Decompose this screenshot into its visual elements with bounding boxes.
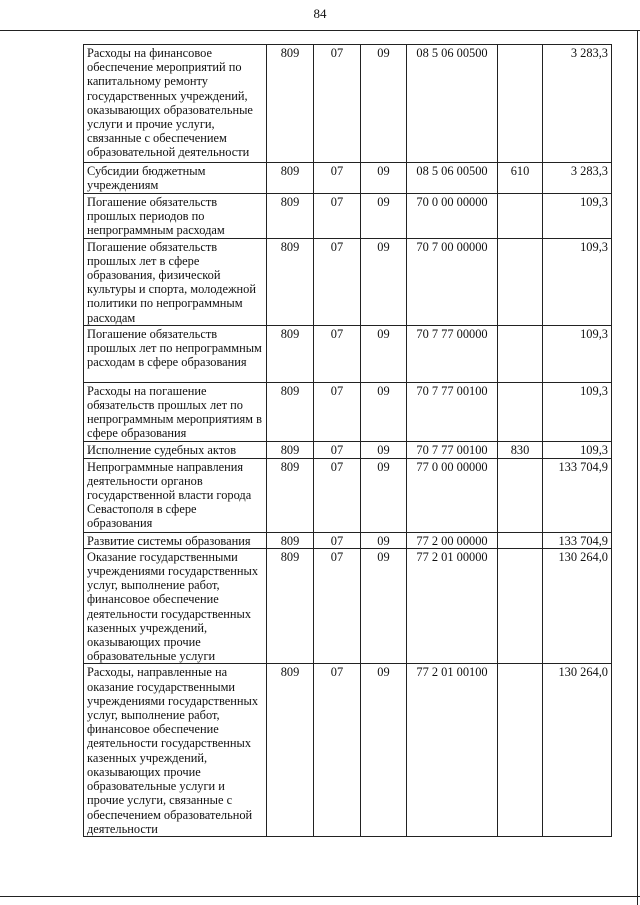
expense-type-cell: 610 (498, 163, 543, 194)
budget-table (83, 44, 612, 837)
expense-type-cell (498, 194, 543, 239)
expense-type-cell (498, 45, 543, 163)
amount-cell: 109,3 (543, 382, 612, 441)
table-row (84, 664, 612, 837)
subsection-cell: 09 (361, 664, 407, 837)
subsection-cell: 09 (361, 441, 407, 458)
target-item-cell: 08 5 06 00500 (407, 45, 498, 163)
target-item-cell: 08 5 06 00500 (407, 163, 498, 194)
section-cell: 07 (314, 163, 361, 194)
target-item-cell: 77 2 01 00100 (407, 664, 498, 837)
target-item-cell: 77 2 01 00000 (407, 548, 498, 664)
table-row (84, 194, 612, 239)
subsection-cell: 09 (361, 548, 407, 664)
target-item-cell: 77 0 00 00000 (407, 458, 498, 532)
expense-type-cell (498, 382, 543, 441)
table-row (84, 458, 612, 532)
top-border-line (0, 30, 640, 31)
subsection-cell: 09 (361, 238, 407, 325)
expense-type-cell (498, 238, 543, 325)
subsection-cell: 09 (361, 45, 407, 163)
subsection-cell: 09 (361, 194, 407, 239)
subsection-cell: 09 (361, 532, 407, 548)
section-cell: 07 (314, 532, 361, 548)
grbs-cell: 809 (267, 238, 314, 325)
target-item-cell: 70 7 77 00000 (407, 325, 498, 382)
grbs-cell: 809 (267, 194, 314, 239)
amount-cell: 133 704,9 (543, 458, 612, 532)
amount-cell: 133 704,9 (543, 532, 612, 548)
subsection-cell: 09 (361, 325, 407, 382)
amount-cell: 109,3 (543, 238, 612, 325)
amount-cell: 3 283,3 (543, 163, 612, 194)
amount-cell: 130 264,0 (543, 548, 612, 664)
right-border-line (637, 30, 638, 905)
amount-cell: 3 283,3 (543, 45, 612, 163)
target-item-cell: 70 0 00 00000 (407, 194, 498, 239)
item-name-cell: Погашение обязательств прошлых периодов по непрограммным расходам (84, 194, 267, 239)
section-cell: 07 (314, 548, 361, 664)
section-cell: 07 (314, 238, 361, 325)
item-name-cell: Оказание государственными учреждениями государственных услуг, выполнение работ, финансовое обеспечение деятельности государственных казенных учреждений, оказывающих прочие образовательные услуги (84, 548, 267, 664)
item-name-cell: Погашение обязательств прошлых лет по непрограммным расходам в сфере образования (84, 325, 267, 382)
grbs-cell: 809 (267, 664, 314, 837)
section-cell: 07 (314, 194, 361, 239)
expense-type-cell (498, 532, 543, 548)
table-row (84, 441, 612, 458)
table-row (84, 532, 612, 548)
expense-type-cell (498, 325, 543, 382)
table-row (84, 325, 612, 382)
target-item-cell: 70 7 00 00000 (407, 238, 498, 325)
subsection-cell: 09 (361, 458, 407, 532)
page-number: 84 (313, 6, 327, 21)
expense-type-cell (498, 458, 543, 532)
grbs-cell: 809 (267, 45, 314, 163)
grbs-cell: 809 (267, 458, 314, 532)
section-cell: 07 (314, 441, 361, 458)
item-name-cell: Развитие системы образования (84, 532, 267, 548)
amount-cell: 109,3 (543, 325, 612, 382)
item-name-cell: Расходы, направленные на оказание государственными учреждениями государственных услуг, выполнение работ, финансовое обеспечение деятельности государственных казенных учреждений, оказывающих прочие образовательные услуги и прочие услуги, связанные с обеспечением образовательной деятельности (84, 664, 267, 837)
grbs-cell: 809 (267, 548, 314, 664)
amount-cell: 109,3 (543, 194, 612, 239)
item-name-cell: Расходы на погашение обязательств прошлых лет по непрограммным мероприятиям в сфере образования (84, 382, 267, 441)
target-item-cell: 77 2 00 00000 (407, 532, 498, 548)
target-item-cell: 70 7 77 00100 (407, 441, 498, 458)
expense-type-cell (498, 664, 543, 837)
table-row (84, 382, 612, 441)
grbs-cell: 809 (267, 163, 314, 194)
item-name-cell: Субсидии бюджетным учреждениям (84, 163, 267, 194)
expense-type-cell (498, 548, 543, 664)
section-cell: 07 (314, 45, 361, 163)
grbs-cell: 809 (267, 382, 314, 441)
target-item-cell: 70 7 77 00100 (407, 382, 498, 441)
table-row (84, 163, 612, 194)
amount-cell: 109,3 (543, 441, 612, 458)
table-row (84, 548, 612, 664)
item-name-cell: Непрограммные направления деятельности органов государственной власти города Севастополя в сфере образования (84, 458, 267, 532)
bottom-border-line (0, 896, 640, 897)
grbs-cell: 809 (267, 441, 314, 458)
section-cell: 07 (314, 382, 361, 441)
subsection-cell: 09 (361, 163, 407, 194)
item-name-cell: Расходы на финансовое обеспечение мероприятий по капитальному ремонту государственных учреждений, оказывающих образовательные услуги и прочие услуги, связанные с обеспечением образовательной деятельности (84, 45, 267, 163)
table-row (84, 238, 612, 325)
item-name-cell: Погашение обязательств прошлых лет в сфере образования, физической культуры и спорта, молодежной политики по непрограммным расходам (84, 238, 267, 325)
section-cell: 07 (314, 664, 361, 837)
section-cell: 07 (314, 325, 361, 382)
section-cell: 07 (314, 458, 361, 532)
expense-type-cell: 830 (498, 441, 543, 458)
item-name-cell: Исполнение судебных актов (84, 441, 267, 458)
subsection-cell: 09 (361, 382, 407, 441)
table-row (84, 45, 612, 163)
grbs-cell: 809 (267, 325, 314, 382)
grbs-cell: 809 (267, 532, 314, 548)
amount-cell: 130 264,0 (543, 664, 612, 837)
